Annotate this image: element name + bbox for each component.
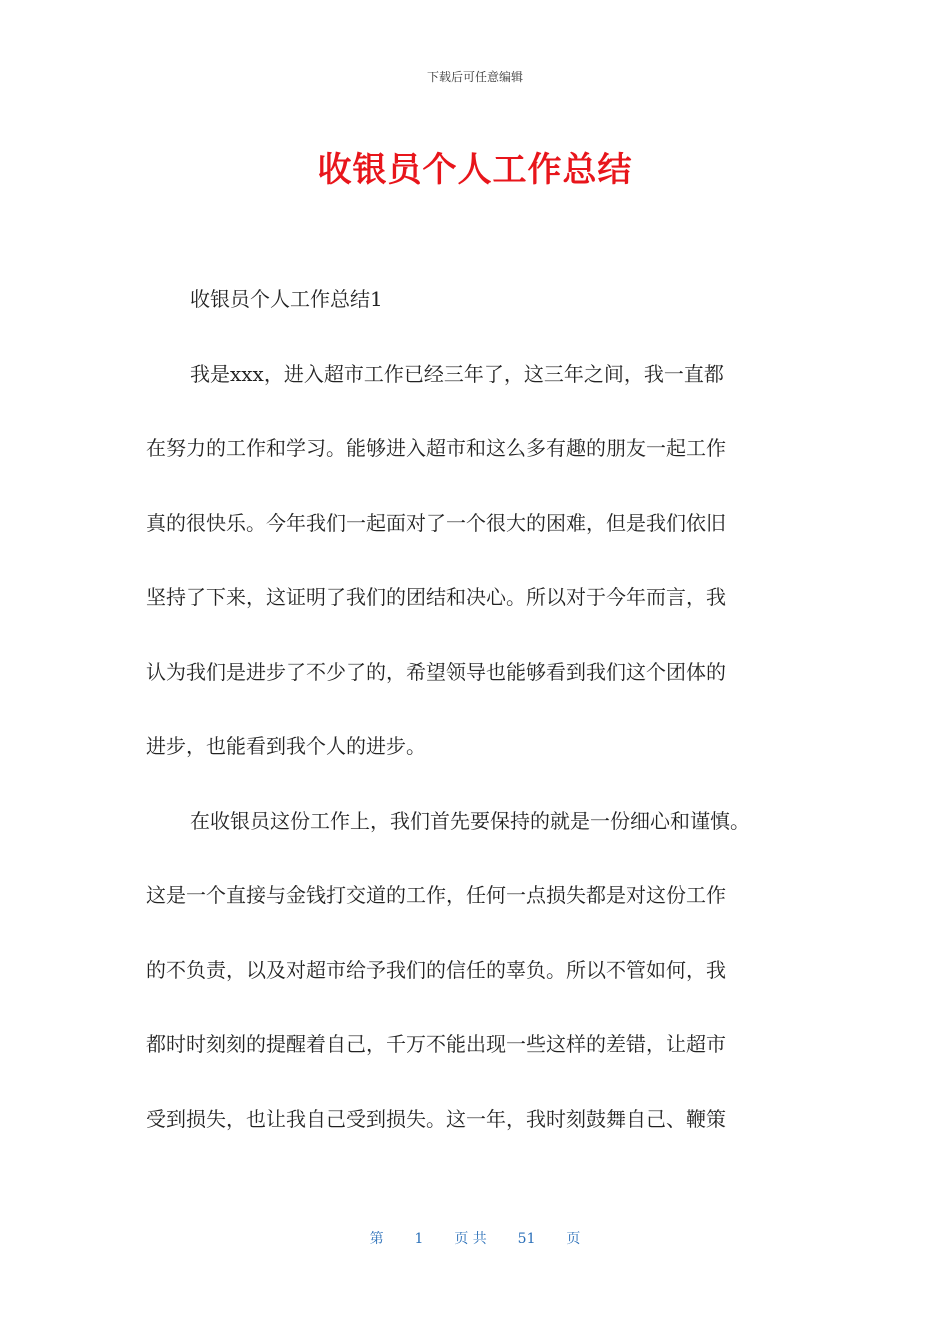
page-total: 51 <box>517 1231 536 1247</box>
paragraph-line: 的不负责，以及对超市给予我们的信任的辜负。所以不管如何，我 <box>146 957 726 982</box>
section-heading: 收银员个人工作总结1 <box>190 287 383 311</box>
paragraph-line: 坚持了下来，这证明了我们的团结和决心。所以对于今年而言，我 <box>146 585 726 609</box>
paragraph-line: 都时时刻刻的提醒着自己，千万不能出现一些这样的差错，让超市 <box>146 1032 726 1056</box>
paragraph-line: 认为我们是进步了不少了的，希望领导也能够看到我们这个团体的 <box>146 659 726 684</box>
page-prefix: 第 <box>369 1231 384 1247</box>
page-mid: 页 共 <box>454 1231 487 1247</box>
header-note: 下载后可任意编辑 <box>426 70 523 84</box>
paragraph-line: 真的很快乐。今年我们一起面对了一个很大的困难，但是我们依旧 <box>146 510 726 535</box>
paragraph-line: 在努力的工作和学习。能够进入超市和这么多有趣的朋友一起工作 <box>146 436 726 460</box>
page-number: 1 <box>414 1231 424 1247</box>
page-footer <box>0 1228 950 1248</box>
document-body <box>146 262 806 1156</box>
paragraph-line: 受到损失，也让我自己受到损失。这一年，我时刻鼓舞自己、鞭策 <box>146 1106 726 1131</box>
paragraph-line: 在收银员这份工作上，我们首先要保持的就是一份细心和谨慎。 <box>190 808 750 833</box>
page-suffix: 页 <box>566 1231 581 1247</box>
paragraph-line: 我是xxx，进入超市工作已经三年了，这三年之间，我一直都 <box>190 361 724 386</box>
paragraph-line: 这是一个直接与金钱打交道的工作，任何一点损失都是对这份工作 <box>146 883 726 907</box>
paragraph-line: 进步，也能看到我个人的进步。 <box>146 734 426 758</box>
document-title: 收银员个人工作总结 <box>317 150 633 190</box>
